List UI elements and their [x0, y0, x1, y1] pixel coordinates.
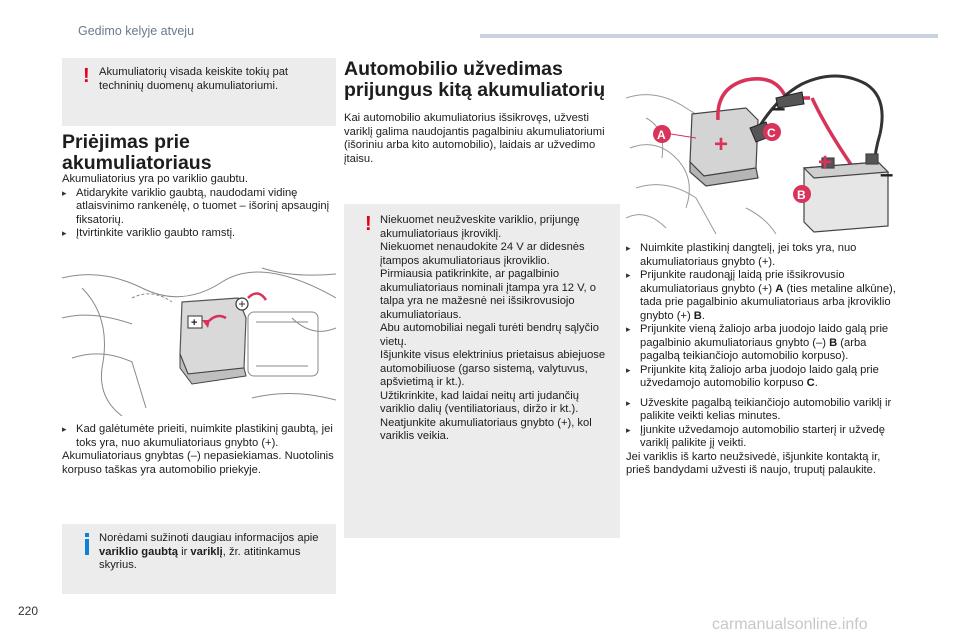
warning-note-text: Akumuliatorių visada keiskite tokių pat techninių duomenų akumuliatoriumi.: [99, 66, 289, 92]
info-bold-engine: variklį: [190, 545, 223, 558]
callout-a: A: [657, 128, 666, 142]
right-step-3: ▸ Prijunkite vieną žaliojo arba juodojo laido galą prie pagalbinio akumuliatoriaus gnybto (–) B (arba pagalbą teikiančiojo automobilio korpuso).: [626, 323, 904, 364]
jump-start-illustration: [626, 58, 896, 236]
warning-line-2: Niekuomet nenaudokite 24 V ar didesnės įtampos akumuliatoriaus įkroviklio.: [380, 241, 585, 267]
left-step-3: ▸ Kad galėtumėte prieiti, nuimkite plastikinį gaubtą, jei toks yra, nuo akumuliatoriaus gnybto (+).: [62, 423, 334, 450]
label-a: A: [775, 282, 784, 295]
page-number: 220: [18, 604, 39, 618]
info-suffix: , žr. atitinkamus skyrius.: [99, 545, 301, 571]
section-header: Gedimo kelyje atveju: [78, 24, 195, 38]
info-bold-hood: variklio gaubtą: [99, 545, 178, 558]
right-step-1: ▸ Nuimkite plastikinį dangtelį, jei toks yra, nuo akumuliatoriaus gnybto (+).: [626, 242, 904, 269]
left-step-2: ▸ Įtvirtinkite variklio gaubto ramstį.: [62, 227, 334, 241]
right-step-5: ▸ Užveskite pagalbą teikiančiojo automobilio variklį ir palikite veikti kelias minutes.: [626, 397, 904, 424]
left-section-title: Priėjimas prie akumuliatoriaus: [62, 131, 212, 174]
right-step-6: ▸ Įjunkite užvedamojo automobilio starterį ir užvedę variklį palikite jį veikti.: [626, 424, 904, 451]
warning-line-5: Išjunkite visus elektrinius prietaisus abiejuose automobiliuose (garso sistemą, valytuvus, apšvietimą ir kt.).: [380, 349, 606, 388]
callout-b: B: [797, 188, 806, 202]
plus-symbol-assist: +: [818, 149, 833, 176]
warning-icon: !: [83, 65, 90, 87]
info-note-text: [99, 532, 325, 573]
svg-text:+: +: [191, 317, 198, 329]
battery-cover-illustration: [62, 258, 336, 416]
info-icon: [85, 539, 89, 555]
callout-c: C: [767, 126, 776, 140]
left-after-image-block: [62, 423, 334, 477]
warning-line-7: Neatjunkite akumuliatoriaus gnybto (+), kol variklis veikia.: [380, 416, 592, 442]
right-step-4: ▸ Prijunkite kitą žaliojo arba juodojo laido galą prie užvedamojo automobilio korpuso C.: [626, 364, 904, 391]
warning-line-1: Niekuomet neužveskite variklio, prijungę akumuliatoriaus įkroviklį.: [380, 214, 580, 240]
label-b-2: B: [829, 336, 838, 349]
header-rule: [480, 34, 938, 38]
label-c: C: [806, 377, 815, 389]
label-b: B: [693, 309, 702, 322]
middle-warning-text: [380, 214, 612, 444]
warning-icon-2: !: [365, 213, 372, 235]
left-step-1: ▸ Atidarykite variklio gaubtą, naudodami vidinę atlaisvinimo rankenėlę, o tuomet – išorinį apsauginį fiksatorių.: [62, 187, 334, 228]
middle-intro: Kai automobilio akumuliatorius išsikrovęs, užvesti variklį galima naudojantis pagalbiniu akumuliatoriumi (išoriniu arba kito automobilio), laidais ar užvedimo įtaisu.: [344, 112, 605, 165]
info-prefix: Norėdami sužinoti daugiau informacijos apie: [99, 532, 319, 544]
minus-symbol-top: –: [772, 95, 786, 122]
left-intro: Akumuliatorius yra po variklio gaubtu.: [62, 173, 248, 185]
left-intro-block: [62, 173, 334, 241]
right-closing: Jei variklis iš karto neužsivedė, išjunkite kontaktą ir, prieš bandydami užvesti iš naujo, truputį palaukite.: [626, 450, 881, 476]
plus-symbol-discharged: +: [714, 131, 729, 158]
warning-line-4: Abu automobiliai negali turėti bendrų sąlyčio vietų.: [380, 322, 599, 348]
watermark: carmanualsonline.info: [712, 616, 868, 633]
minus-symbol-assist: –: [880, 161, 894, 188]
warning-line-3: Pirmiausia patikrinkite, ar pagalbinio akumuliatoriaus nominali įtampa yra 12 V, o talpa yra ne mažesnė nei išsikrovusiojo akumuliatoriaus.: [380, 268, 596, 321]
right-step-2: ▸ Prijunkite raudonąjį laidą prie išsikrovusio akumuliatoriaus gnybto (+) A (ties metaline alkūne), tada prie pagalbinio akumuliatoriaus arba įkroviklio gnybto (+) B.: [626, 269, 904, 323]
middle-section-title: Automobilio užvedimas prijungus kitą akumuliatorių: [344, 58, 606, 101]
info-mid: ir: [177, 545, 191, 558]
left-paragraph: Akumuliatoriaus gnybtas (–) nepasiekiamas. Nuotolinis korpuso taškas yra automobilio priekyje.: [62, 450, 334, 476]
warning-line-6: Užtikrinkite, kad laidai neitų arti judančių variklio dalių (ventiliatoriaus, diržo ir kt.).: [380, 389, 579, 415]
right-steps-block: [626, 242, 904, 478]
